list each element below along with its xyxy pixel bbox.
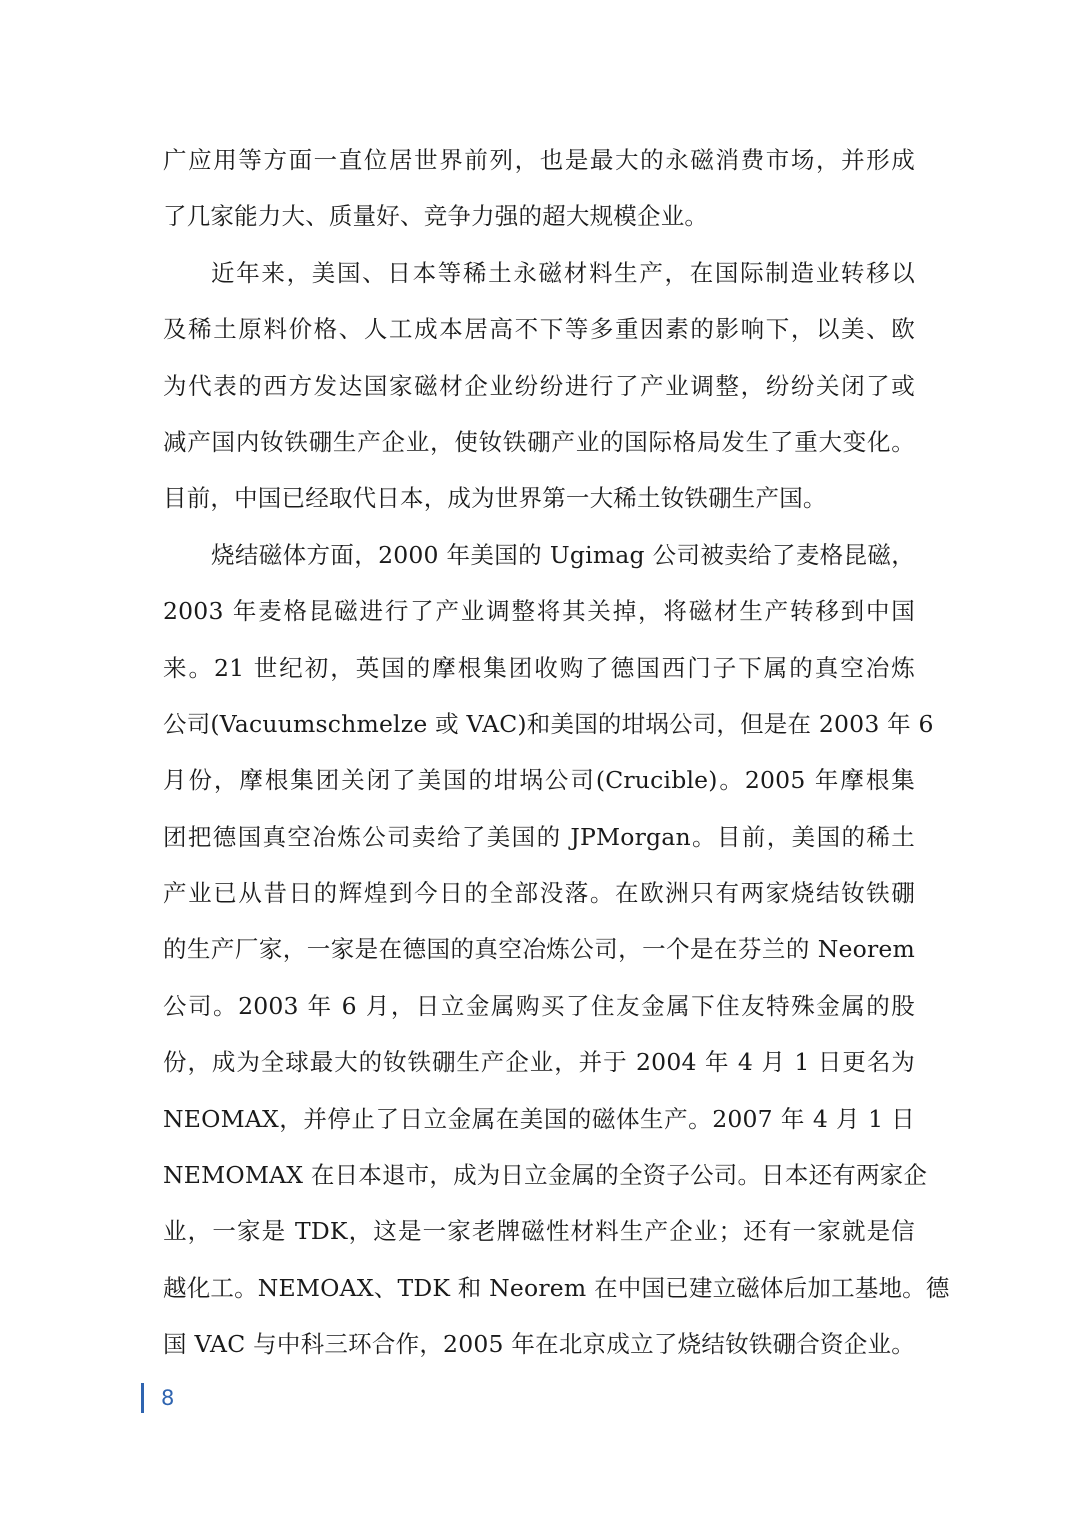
text-line: 目前，中国已经取代日本，成为世界第一大稀土钕铁硼生产国。 [163, 484, 827, 513]
text-line: 团把德国真空冶炼公司卖给了美国的 JPMorgan。目前，美国的稀土 [163, 822, 915, 851]
text-line: 公司。2003 年 6 月，日立金属购买了住友金属下住友特殊金属的股 [163, 991, 915, 1020]
text-line: 近年来，美国、日本等稀土永磁材料生产，在国际制造业转移以 [211, 258, 915, 287]
text-line: 公司(Vacuumschmelze 或 VAC)和美国的坩埚公司，但是在 2003 年 6 [163, 709, 934, 738]
text-line: 及稀土原料价格、人工成本居高不下等多重因素的影响下，以美、欧 [163, 315, 915, 344]
text-line: 月份，摩根集团关闭了美国的坩埚公司(Crucible)。2005 年摩根集 [163, 766, 915, 795]
text-line: 越化工。NEMOAX、TDK 和 Neorem 在中国已建立磁体后加工基地。德 [163, 1273, 950, 1302]
text-line: 的生产厂家，一家是在德国的真空冶炼公司，一个是在芬兰的 Neorem [163, 935, 915, 964]
text-line: 2003 年麦格昆磁进行了产业调整将其关掉，将磁材生产转移到中国 [163, 597, 915, 626]
page-number: 8 [161, 1386, 175, 1410]
text-line: 了几家能力大、质量好、竞争力强的超大规模企业。 [163, 202, 709, 231]
text-line: NEMOMAX 在日本退市，成为日立金属的全资子公司。日本还有两家企 [163, 1161, 928, 1190]
text-line: 份，成为全球最大的钕铁硼生产企业，并于 2004 年 4 月 1 日更名为 [163, 1048, 915, 1077]
text-line: 减产国内钕铁硼生产企业，使钕铁硼产业的国际格局发生了重大变化。 [163, 427, 915, 456]
text-line: 来。21 世纪初，英国的摩根集团收购了德国西门子下属的真空冶炼 [163, 653, 915, 682]
page-footer [141, 1383, 174, 1413]
text-line: 产业已从昔日的辉煌到今日的全部没落。在欧洲只有两家烧结钕铁硼 [163, 879, 915, 908]
text-line: NEOMAX，并停止了日立金属在美国的磁体生产。2007 年 4 月 1 日 [163, 1104, 915, 1133]
text-line: 烧结磁体方面，2000 年美国的 Ugimag 公司被卖给了麦格昆磁， [211, 540, 915, 569]
text-line: 业，一家是 TDK，这是一家老牌磁性材料生产企业；还有一家就是信 [163, 1217, 915, 1246]
text-line: 为代表的西方发达国家磁材企业纷纷进行了产业调整，纷纷关闭了或 [163, 371, 915, 400]
footer-accent-bar [141, 1383, 144, 1413]
body-text [163, 132, 950, 1373]
text-line: 国 VAC 与中科三环合作，2005 年在北京成立了烧结钕铁硼合资企业。 [163, 1330, 915, 1359]
text-line: 广应用等方面一直位居世界前列，也是最大的永磁消费市场，并形成 [163, 146, 915, 174]
